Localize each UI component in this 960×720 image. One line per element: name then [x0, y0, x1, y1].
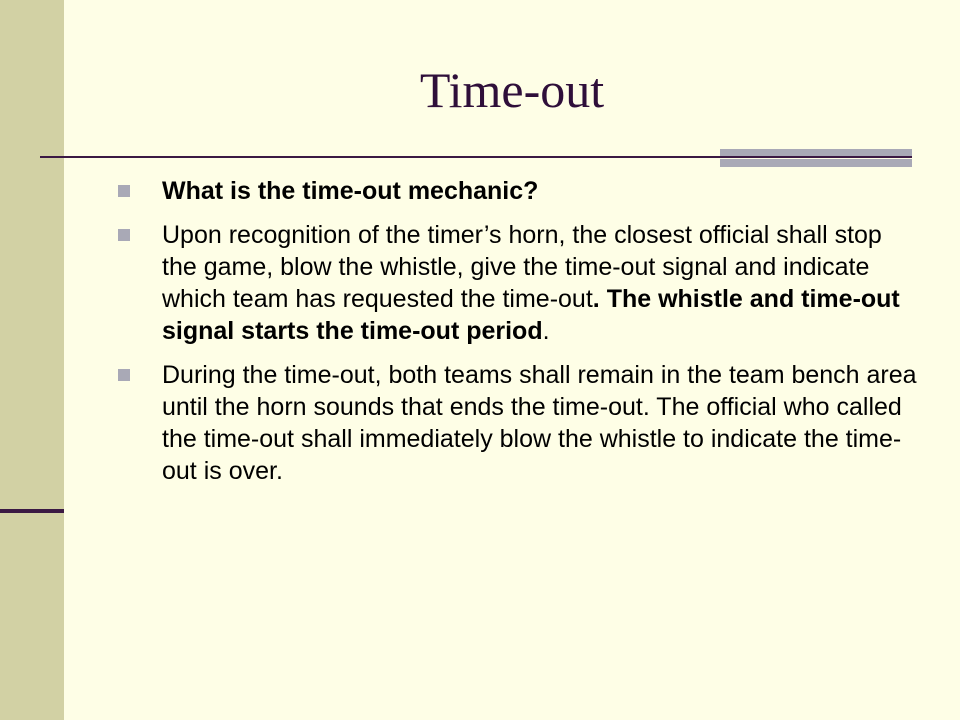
bullet-item-question — [118, 175, 918, 207]
left-sidebar-band — [0, 0, 64, 720]
square-bullet-icon — [118, 369, 130, 381]
title-rule-accent-bottom — [720, 159, 912, 167]
bullet-text-end: . — [542, 317, 550, 345]
bullet-item-recognition — [118, 219, 918, 347]
left-sidebar-rule — [0, 509, 64, 513]
bullet-text-part: Upon recognition of the timer’s horn, the closest official shall stop the game, blow the whistle, give the time-out signal and indicate which team has requested the time-out — [162, 221, 882, 313]
title-divider — [40, 156, 912, 158]
bullet-text-emphasis: . The whistle and time-out signal starts the time-out period — [162, 285, 900, 345]
bullet-item-during — [118, 359, 918, 487]
bullet-text: During the time-out, both teams shall remain in the team bench area until the horn sounds that ends the time-out. The official who called the time-out shall immediately blow the whistle to indicate the time-out is over. — [162, 361, 917, 485]
square-bullet-icon — [118, 185, 130, 197]
slide-title: Time-out — [419, 62, 605, 118]
square-bullet-icon — [118, 229, 130, 241]
bullet-text: What is the time-out mechanic? — [162, 177, 539, 205]
bullet-list — [118, 175, 918, 499]
